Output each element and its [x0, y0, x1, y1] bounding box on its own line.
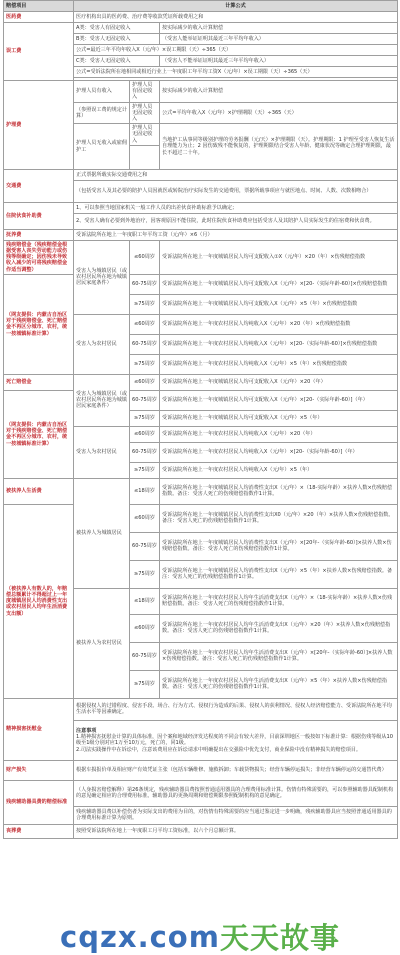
property-formula: 根据车损报价单及相应财产有效凭证主张（包括车辆维修、施救拆卸；车载货物损失；经营车辆停运损失；非经营车辆停运的交通替代费） — [74, 760, 398, 780]
row-formula-medical: 医疗机构出具的医药费、治疗费等收款凭证所载费用之和 — [74, 12, 398, 23]
disability-rural-ge75: 受诉法院所在地上一年度农村居民人均纯收入X（元/年）×5（年）×伤残赔偿指数 — [160, 354, 398, 374]
watermark-text-a: cqzx.com — [60, 919, 220, 954]
transport-formula-a: 正式票据所载实际交通费用之和 — [74, 169, 398, 180]
disability-rural-6075-age: 60-75周岁 — [130, 334, 160, 354]
dependents-rural-6075-age: 60-75周岁 — [130, 642, 160, 670]
row-item-property: 财产损失 — [4, 760, 74, 780]
dependents-urban-le60: 受诉法院所在地上一年度城镇居民人均消费性支出X0（元/年）×20（年）×扶养人数×伤残赔偿指数。备注：受害人死亡的伤残赔偿指数作1计算。 — [160, 504, 398, 532]
death-urban-label: 受害人为城镇居民（或农村居民所在地为城镇居民家庭条件） — [74, 374, 130, 426]
death-rural-ge75: 受诉法院所在地上一年度农村居民人均纯收入X（元/年）×5（年） — [160, 462, 398, 478]
watermark — [0, 918, 400, 955]
hospital-food-b: 2、受害人确有必要到外地治疗，因客观原因不能住院，此时住院伙食补助费应包括受害人及其陪护人员实际发生的住宿费和伙食费。 — [74, 213, 398, 229]
dependents-rural-label: 被扶养人为农村居民 — [74, 588, 130, 698]
death-rural-le60: 受诉法院所在地上一年度农村居民人均纯收入X（元/年）×20（年） — [160, 426, 398, 442]
disability-rural-le60-age: ≤60周岁 — [130, 314, 160, 334]
disability-urban-ge75: 受诉法院所在地上一年度城镇居民人均可支配收入X（元/年）×5（年）×伤残赔偿指数 — [160, 294, 398, 314]
dependents-rural-ge75-age: ≥75周岁 — [130, 670, 160, 698]
nursing-r2-a: （参照误工费的规定计算） — [74, 102, 130, 124]
disability-urban-6075: 受诉法院所在地上一年度城镇居民人均可支配收入X（元/年）×[20-（实际年龄-60）]×伤残赔偿指数 — [160, 274, 398, 294]
death-urban-ge75: 受诉法院所在地上一年度城镇居民人均可支配收入X（元/年）×5（年） — [160, 410, 398, 426]
mental-formula: 根据侵权人的过错程度、侵害手段、场合、行为方式、侵权行为造成的后果、侵权人的获利情况、侵权人经济赔偿能力、受诉法院所在地平均生活水平等因素确定。 — [74, 698, 398, 720]
assist-formula-b: 残疾辅助器具费以补偿伤者为实际支出的费用为目的，对伤情有特殊需要的应当通过鉴定进一步明确，残疾辅助器具应当按照普通适用器具的合理费用标准计算为原则。 — [74, 806, 398, 824]
dependents-rural-le18: 受诉法院所在地上一年度农村居民人均年生活消费支出X（元/年）×（18-实际年龄）×扶养人数×伤残赔偿指数。备注：受害人死亡的伤残赔偿指数作1计算。 — [160, 588, 398, 614]
nursing-r4-text: 当地护工从事同等级别护理的劳务报酬（元/天）×护理期限（天）。护理期限：1 护理至受害人恢复生活自理能力为止；2 因伤致残不能恢复的，护理期限结合受害人年龄、健康状况等确定合理护理期限，最长不超过二十年。 — [160, 124, 398, 170]
row-item-funeral: 丧葬费 — [4, 824, 74, 838]
transport-formula-b: （包括受害人及其必要的陪护人员因就医或转院治疗实际发生的交通费用，票据所载事项应与就医地点、时间、人数、次数相吻合） — [74, 180, 398, 202]
nursing-r3-a: 护理人员无收入或雇佣护工 — [74, 124, 130, 170]
watermark-text-b: 天天故事 — [219, 921, 340, 955]
disability-rural-6075: 受诉法院所在地上一年度农村居民人均纯收入X（元/年）×[20-（实际年龄-60）]×伤残赔偿指数 — [160, 334, 398, 354]
death-urban-le60: 受诉法院所在地上一年度城镇居民人均可支配收入X（元/年）×20（年） — [160, 374, 398, 390]
dependents-urban-6075: 受诉法院所在地上一年度城镇居民人均消费性支出X（元/年）×[20年-（实际年龄-60）]×扶养人数×伤残赔偿指数。备注：受害人死亡的伤残赔偿指数作1计算。 — [160, 532, 398, 560]
death-rural-6075: 受诉法院所在地上一年度农村居民人均纯收入X（元/年）×[20-（实际年龄-60）]（年） — [160, 442, 398, 462]
disability-urban-le60-age: ≤60周岁 — [130, 240, 160, 274]
dependents-rural-le18-age: ≤18周岁 — [130, 588, 160, 614]
dependents-urban-ge75: 受诉法院所在地上一年度城镇居民人均消费性支出X（元/年）×5（年）×扶养人数×伤残赔偿指数。备注：受害人死亡的伤残赔偿指数作1计算。 — [160, 560, 398, 588]
death-rural-le60-age: ≤60周岁 — [130, 426, 160, 442]
nursing-r1-a: 护理人员有收入 — [74, 81, 130, 103]
row-item-hospital-food: 住院伙食补助费 — [4, 202, 74, 229]
death-urban-6075: 受诉法院所在地上一年度城镇居民人均可支配收入X（元/年）×[20-（实际年龄-60）]（年） — [160, 390, 398, 410]
disability-urban-le60: 受诉法院所在地上一年度城镇居民人均可支配收入①X（元/年）×20（年）×伤残赔偿指数 — [160, 240, 398, 274]
nursing-r1-c: 按实际减少的收入计算赔偿 — [160, 81, 398, 103]
death-rural-6075-age: 60-75周岁 — [130, 442, 160, 462]
support-formula: 受诉法院所在地上一年度职工年平均工资（元/年）×6（月） — [74, 229, 398, 240]
compensation-table — [3, 0, 398, 839]
dependents-rural-le60: 受诉法院所在地上一年度农村居民人均年生活消费支出X（元/年）×20（年）×扶养人数×伤残赔偿指数。备注：受害人死亡的伤残赔偿指数作1计算。 — [160, 614, 398, 642]
dependents-rural-le60-age: ≤60周岁 — [130, 614, 160, 642]
mental-note-1: 1.精神损害抚慰金计算的具体标准，因个案和地域经济发达程度的不同会有较大差异，目前深圳地区一般按如下标准计算：根据伤残等级从10级至1级分别对应1万至10万元，死亡的，同1级。 — [76, 734, 393, 747]
disability-rural-le60: 受诉法院所在地上一年度农村居民人均纯收入X（元/年）×20（年）×伤残赔偿指数 — [160, 314, 398, 334]
dependents-urban-le18-age: ≤18周岁 — [130, 478, 160, 504]
funeral-formula: 按照受诉法院所在地上一年度职工月平均工资标准，以六个月总额计算。 — [74, 824, 398, 838]
dependents-urban-6075-age: 60-75周岁 — [130, 532, 160, 560]
mental-notes — [74, 720, 398, 760]
disability-rural-ge75-age: ≥75周岁 — [130, 354, 160, 374]
lost-work-c-formula: 公式=受诉法院所在地相同或相近行业上一年度职工年平均工资X（元/年）×误工期限（天）÷365（天） — [74, 67, 398, 78]
nursing-r1-b: 护理人员有固定收入 — [130, 81, 160, 103]
dependents-urban-le18: 受诉法院所在地上一年度城镇居民人均消费性支出X（元/年）×（18-实际年龄）×扶养人数×伤残赔偿指数。备注：受害人死亡的伤残赔偿指数作1计算。 — [160, 478, 398, 504]
death-urban-le60-age: ≤60周岁 — [130, 374, 160, 390]
row-item-nursing: 护理费 — [4, 81, 74, 170]
dependents-note: （被扶养人有数人的，年赔偿总额累计不得超过上一年度城镇居民人均消费性支出或农村居民人均年生活消费支出额） — [4, 504, 74, 698]
lost-work-b-text: （受害人能举证证明其最近三年平均年收入） — [160, 34, 398, 45]
dependents-urban-le60-age: ≤60周岁 — [130, 504, 160, 532]
row-item-lost-work: 误工费 — [4, 23, 74, 81]
nursing-r3-b: 护理人员无固定收入 — [130, 124, 160, 146]
disability-urban-ge75-age: ≥75周岁 — [130, 294, 160, 314]
hospital-food-a: 1、可以参照当地国家机关一般工作人员的出差伙食补助标准予以确定； — [74, 202, 398, 213]
row-item-support: 抚养费 — [4, 229, 74, 240]
lost-work-a-text: 按实际减少的收入计算赔偿 — [160, 23, 398, 34]
mental-note-2: 2.司法实践操作中在诉讼中，注意该费用应在诉讼请求中明确提出在交强险中优先支付，商业保险中没有精神损失的赔偿项目。 — [76, 746, 362, 753]
disability-note: （网友提供：内蒙古自治区对于残疾赔偿金、死亡赔偿金不再区分城市、农村，统一按城镇标准计算） — [4, 274, 74, 374]
disability-urban-label: 受害人为城镇居民（或农村居民所在地为城镇居民家庭条件） — [74, 240, 130, 314]
assist-formula: （人身损害赔偿解释）第26条规定，残疾辅助器具费按照普通适用器具的合理费用标准计算。伤情有特殊需要的，可以参照辅助器具配制机构的意见确定相应的合理费用标准。辅助器具的更换周期和赔偿期限参照配制机构的意见确定。 — [74, 780, 398, 806]
row-item-disability: 残疾赔偿金（残疾赔偿金根据受害人丧失劳动能力或伤残等级确定；因伤残未导致收入减少的可将残疾赔偿金作适当调整） — [4, 240, 74, 274]
death-note: （网友提供：内蒙古自治区对于残疾赔偿金、死亡赔偿金不再区分城市、农村，统一按城镇标准计算） — [4, 390, 74, 478]
lost-work-a-label: A类：受害人有固定收入 — [74, 23, 160, 34]
death-rural-label: 受害人为农村居民 — [74, 426, 130, 478]
lost-work-b-formula: 公式=最近三年平均年收入X（元/年）×误工期限（天）÷365（天） — [74, 45, 398, 56]
table-header-row — [4, 1, 398, 12]
row-item-assist: 残疾辅助器具费的赔偿标准 — [4, 780, 74, 824]
row-item-dependents: 被扶养人生活费 — [4, 478, 74, 504]
nursing-r2-b: 护理人员无固定收入 — [130, 102, 160, 124]
row-item-mental: 精神损害抚慰金 — [4, 698, 74, 760]
row-item-death: 死亡赔偿金 — [4, 374, 74, 390]
dependents-urban-ge75-age: ≥75周岁 — [130, 560, 160, 588]
header-formula: 计算公式 — [74, 1, 398, 12]
disability-urban-6075-age: 60-75周岁 — [130, 274, 160, 294]
dependents-urban-label: 被扶养人为城镇居民 — [74, 478, 130, 588]
table-row — [4, 12, 398, 23]
dependents-rural-ge75: 受诉法院所在地上一年度农村居民人均年生活消费支出X（元/年）×5（年）×扶养人数×伤残赔偿指数。备注：受害人死亡的伤残赔偿指数作1计算。 — [160, 670, 398, 698]
header-item: 赔偿项目 — [4, 1, 74, 12]
lost-work-b-label: B类：受害人无固定收入 — [74, 34, 160, 45]
mental-note-title: 注意事项 — [76, 727, 97, 734]
lost-work-c-label: C类：受害人无固定收入 — [74, 56, 160, 67]
dependents-rural-6075: 受诉法院所在地上一年度农村居民人均年生活消费支出X（元/年）×[20年-（实际年龄-60）]×扶养人数×伤残赔偿指数。备注：受害人死亡的伤残赔偿指数作1计算。 — [160, 642, 398, 670]
nursing-r3-spacer — [130, 145, 160, 169]
nursing-r2-c: 公式=平均年收入X（元/年）×护理期限（天）÷365（天） — [160, 102, 398, 124]
death-urban-ge75-age: ≥75周岁 — [130, 410, 160, 426]
row-item-medical: 医药费 — [4, 12, 74, 23]
death-rural-ge75-age: ≥75周岁 — [130, 462, 160, 478]
disability-rural-label: 受害人为农村居民 — [74, 314, 130, 374]
death-urban-6075-age: 60-75周岁 — [130, 390, 160, 410]
row-item-transport: 交通费 — [4, 169, 74, 202]
lost-work-c-text: （受害人不能举证证明其最近三年平均年收入） — [160, 56, 398, 67]
